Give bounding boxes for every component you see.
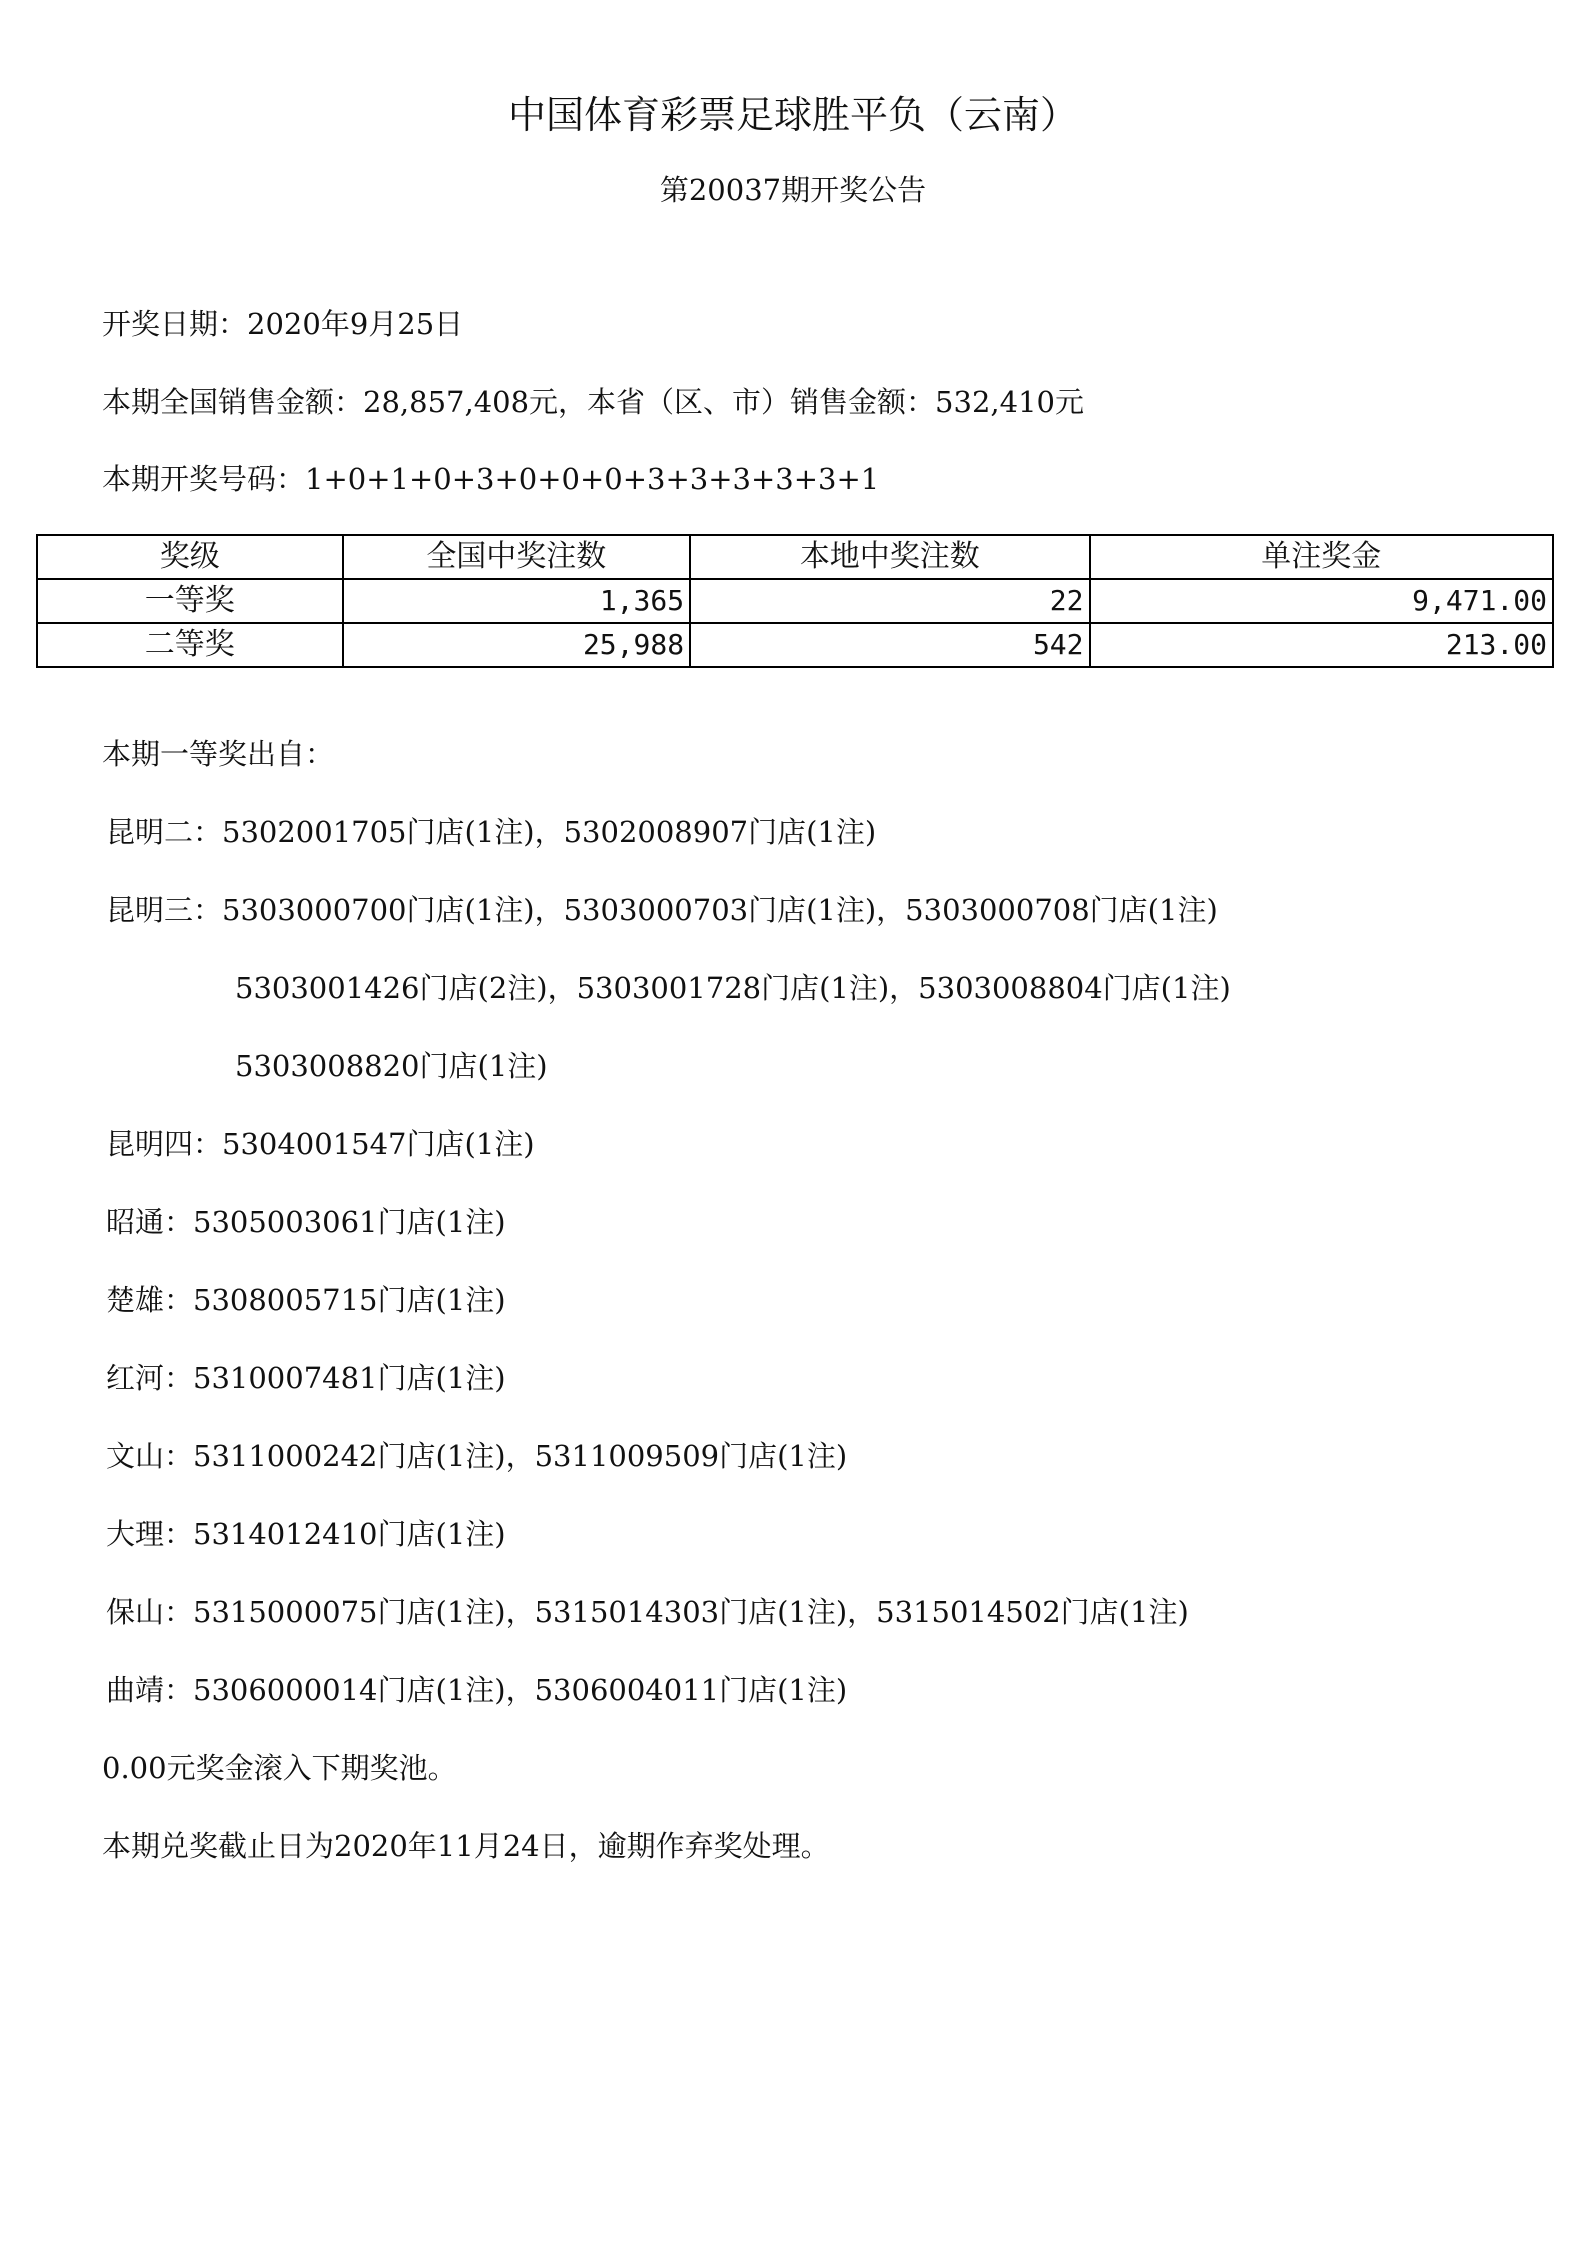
winner-line: 楚雄：5308005715门店(1注) bbox=[106, 1283, 506, 1317]
winner-line: 红河：5310007481门店(1注) bbox=[106, 1361, 506, 1395]
national-winners: 25,988 bbox=[343, 623, 691, 667]
table-row bbox=[37, 623, 1553, 667]
winning-numbers: 1+0+1+0+3+0+0+0+3+3+3+3+3+1 bbox=[305, 462, 880, 496]
prize-level: 二等奖 bbox=[37, 623, 343, 667]
table-header-row bbox=[37, 535, 1553, 579]
winner-line: 昭通：5305003061门店(1注) bbox=[106, 1205, 506, 1239]
prize-amount: 213.00 bbox=[1090, 623, 1553, 667]
draw-date-label: 开奖日期： bbox=[102, 307, 248, 341]
winner-line: 保山：5315000075门店(1注)，5315014303门店(1注)，5315014502门店(1注) bbox=[106, 1595, 1189, 1629]
winner-line: 文山：5311000242门店(1注)，5311009509门店(1注) bbox=[106, 1439, 848, 1473]
winner-line: 昆明三：5303000700门店(1注)，5303000703门店(1注)，5303000708门店(1注) bbox=[106, 893, 1218, 927]
winner-line: 昆明四：5304001547门店(1注) bbox=[106, 1127, 535, 1161]
first-prize-intro: 本期一等奖出自： bbox=[102, 737, 335, 771]
national-winners: 1,365 bbox=[343, 579, 691, 623]
table-row bbox=[37, 579, 1553, 623]
prize-amount: 9,471.00 bbox=[1090, 579, 1553, 623]
winner-line: 5303008820门店(1注) bbox=[235, 1049, 548, 1083]
header-national-winners: 全国中奖注数 bbox=[343, 535, 691, 579]
prize-level: 一等奖 bbox=[37, 579, 343, 623]
sales-line: 本期全国销售金额：28,857,408元，本省（区、市）销售金额：532,410元 bbox=[102, 385, 1084, 419]
draw-date: 2020年9月25日 bbox=[247, 307, 464, 341]
draw-date-line bbox=[102, 302, 463, 343]
rollover-note: 0.00元奖金滚入下期奖池。 bbox=[102, 1751, 457, 1785]
header-prize-level: 奖级 bbox=[37, 535, 343, 579]
winner-line: 大理：5314012410门店(1注) bbox=[106, 1517, 506, 1551]
page-title: 中国体育彩票足球胜平负（云南） bbox=[507, 93, 1078, 137]
prize-table bbox=[36, 534, 1554, 668]
deadline-note: 本期兑奖截止日为2020年11月24日，逾期作弃奖处理。 bbox=[102, 1829, 830, 1863]
numbers-label: 本期开奖号码： bbox=[102, 462, 306, 496]
header-local-winners: 本地中奖注数 bbox=[690, 535, 1089, 579]
winner-line: 曲靖：5306000014门店(1注)，5306004011门店(1注) bbox=[106, 1673, 848, 1707]
header-prize-amount: 单注奖金 bbox=[1090, 535, 1553, 579]
numbers-line bbox=[102, 457, 879, 498]
local-winners: 22 bbox=[690, 579, 1089, 623]
winner-line: 昆明二：5302001705门店(1注)，5302008907门店(1注) bbox=[106, 815, 877, 849]
winner-line: 5303001426门店(2注)，5303001728门店(1注)，5303008804门店(1注) bbox=[235, 971, 1231, 1005]
local-winners: 542 bbox=[690, 623, 1089, 667]
page-subtitle: 第20037期开奖公告 bbox=[659, 173, 927, 207]
